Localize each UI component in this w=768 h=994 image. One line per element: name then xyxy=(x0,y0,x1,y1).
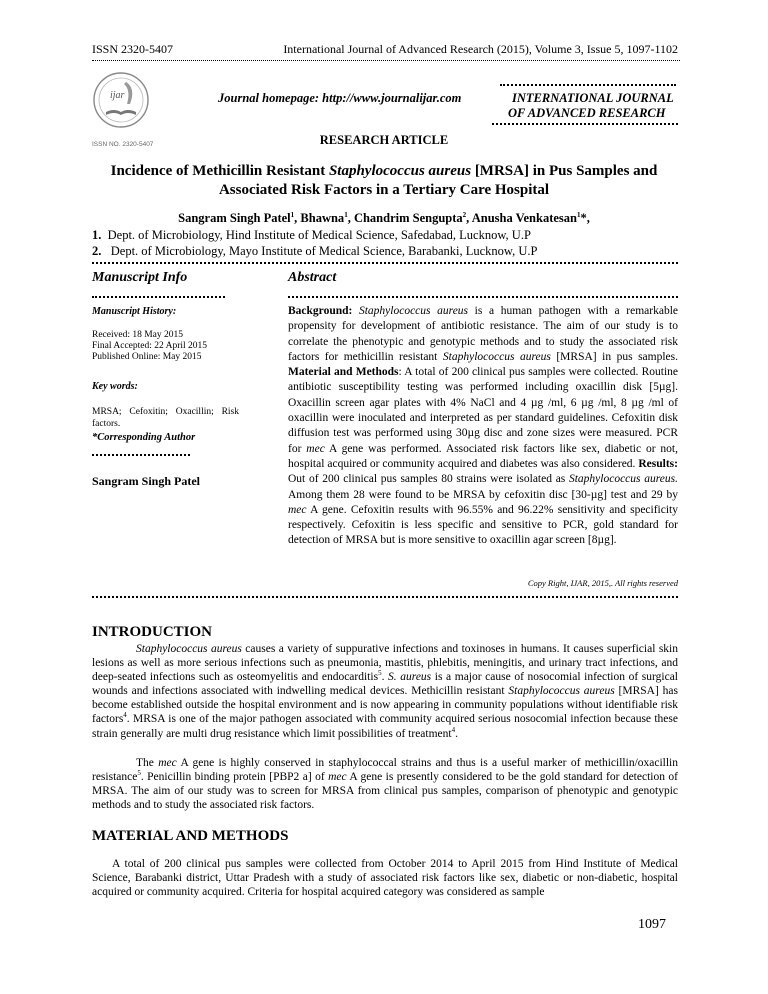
affiliation-divider xyxy=(92,262,678,264)
received-date: Received: 18 May 2015 xyxy=(92,330,184,340)
corresponding-author-label: *Corresponding Author xyxy=(92,432,196,443)
affiliation-2: 2. Dept. of Microbiology, Mayo Institute of Medical Science, Barabanki, Lucknow, U.P xyxy=(92,244,538,258)
abstract-heading: Abstract xyxy=(288,270,337,285)
introduction-paragraph-2: The mec A gene is highly conserved in staphylococcal strains and thus is a useful marker of methicillin/oxacillin resistance$^5$. Penicillin binding protein [PBP2 a] of mec A gene is presently considered to be the gold standard for detection of MRSA. The aim of our study was to screen for MRSA from clinical pus samples, comparison of phenotypic and genotypic methods and to study the associated risk factors. xyxy=(92,757,678,812)
author-list: Sangram Singh Patel$^1$, Bhawna$^1$, Chandrim Sengupta$^2$, Anusha Venkatesan$^1$*, xyxy=(178,210,590,225)
page-number: 1097 xyxy=(638,917,666,932)
svg-text:ISSN NO. 2320-5407: ISSN NO. 2320-5407 xyxy=(92,141,154,148)
manuscript-history-label: Manuscript History: xyxy=(92,306,177,317)
accepted-date: Final Accepted: 22 April 2015 xyxy=(92,341,208,351)
journal-name-bottom-rule xyxy=(492,123,678,125)
manuscript-info-rule xyxy=(92,296,225,298)
affiliation-1: 1. Dept. of Microbiology, Hind Institute of Medical Science, Safedabad, Lucknow, U.P xyxy=(92,228,531,242)
journal-name-line2: OF ADVANCED RESEARCH xyxy=(508,106,666,120)
header-divider xyxy=(92,60,680,61)
corresponding-author-rule xyxy=(92,454,190,456)
introduction-heading: INTRODUCTION xyxy=(92,624,213,640)
journal-name-line1: INTERNATIONAL JOURNAL xyxy=(512,91,674,105)
methods-heading: MATERIAL AND METHODS xyxy=(92,828,289,844)
corresponding-author-name: Sangram Singh Patel xyxy=(92,474,201,488)
journal-homepage: Journal homepage: http://www.journalijar.com xyxy=(218,91,462,105)
abstract-rule xyxy=(288,296,678,298)
article-title: Incidence of Methicillin Resistant Staphylococcus aureus [MRSA] in Pus Samples and Associated Risk Factors in a Tertiary Care Hospital xyxy=(110,163,658,198)
abstract-end-divider xyxy=(92,596,678,598)
article-type: RESEARCH ARTICLE xyxy=(319,133,449,147)
published-date: Published Online: May 2015 xyxy=(92,352,202,362)
copyright-notice: Copy Right, IJAR, 2015,. All rights reserved xyxy=(527,578,678,588)
introduction-paragraph-1: Staphylococcus aureus causes a variety of suppurative infections and toxinoses in humans. It causes superficial skin lesions as well as more serious infections such as pneumonia, mastitis, phlebitis, meningitis, and urinary tract infections, and deep-seated infections such as osteomyelitis and endocarditis$^5$. S. aureus is a major cause of nosocomial infection of surgical wounds and infections associated with indwelling medical devices. Methicillin resistant Staphylococcus aureus [MRSA] has become established outside the hospital environment and is now appearing in community populations without identifiable risk factors$^4$. MRSA is one of the major pathogen associated with community acquired serious nosocomial infection because these strain generally are multi drug resistance which limit possibilities of treatment$^4$. xyxy=(92,643,678,740)
methods-paragraph-1: A total of 200 clinical pus samples were collected from October 2014 to April 2015 from Hind Institute of Medical Science, Barabanki district, Uttar Pradesh with a study of associated risk factors like sex, diabetic or non-diabetic, hospital acquired or community acquired. Criteria for hospital acquired category was considered as sample xyxy=(92,858,678,899)
keywords: MRSA; Cefoxitin; Oxacillin; Risk factors. xyxy=(92,407,239,429)
abstract-body: Background: Staphylococcus aureus is a human pathogen with a remarkable propensity for development of antibiotic resistance. The aim of our study is to correlate the phenotypic and genotypic methods and to study the associated risk factors for methicillin resistant Staphylococcus aureus [MRSA] in pus samples. Material and Methods: A total of 200 clinical pus samples were collected. Routine antibiotic susceptibility testing was performed including oxacillin disk [5µg]. Oxacillin screen agar plates with 4% NaCl and 4 µg /ml, 6 µg /ml, 8 µg /ml of oxacillin were inoculated and interpreted as per standard guidelines. Cefoxitin disk diffusion test was performed using 30µg disc and zone sizes were measured. PCR for mec A gene was performed. Associated risk factors like sex, diabetic or not, hospital acquired or community acquired and diabetes was also considered. Results: Out of 200 clinical pus samples 80 strains were isolated as Staphylococcus aureus. Among them 28 were found to be MRSA by cefoxitin disc [30-µg] test and 29 by mec A gene. Cefoxitin results with 96.55% and 96.22% sensitivity and specificity respectively. Cefoxitin is less specific and sensitive to PCR, gold standard for detection of MRSA but is more sensitive to oxacillin agar screen [8µg]. xyxy=(288,305,679,547)
manuscript-info-heading: Manuscript Info xyxy=(92,270,188,285)
journal-name-top-rule xyxy=(500,84,676,86)
svg-text:ijar: ijar xyxy=(110,90,125,101)
keywords-label: Key words: xyxy=(92,381,138,392)
journal-reference: International Journal of Advanced Research (2015), Volume 3, Issue 5, 1097-1102 xyxy=(283,42,678,56)
issn: ISSN 2320-5407 xyxy=(92,42,174,56)
